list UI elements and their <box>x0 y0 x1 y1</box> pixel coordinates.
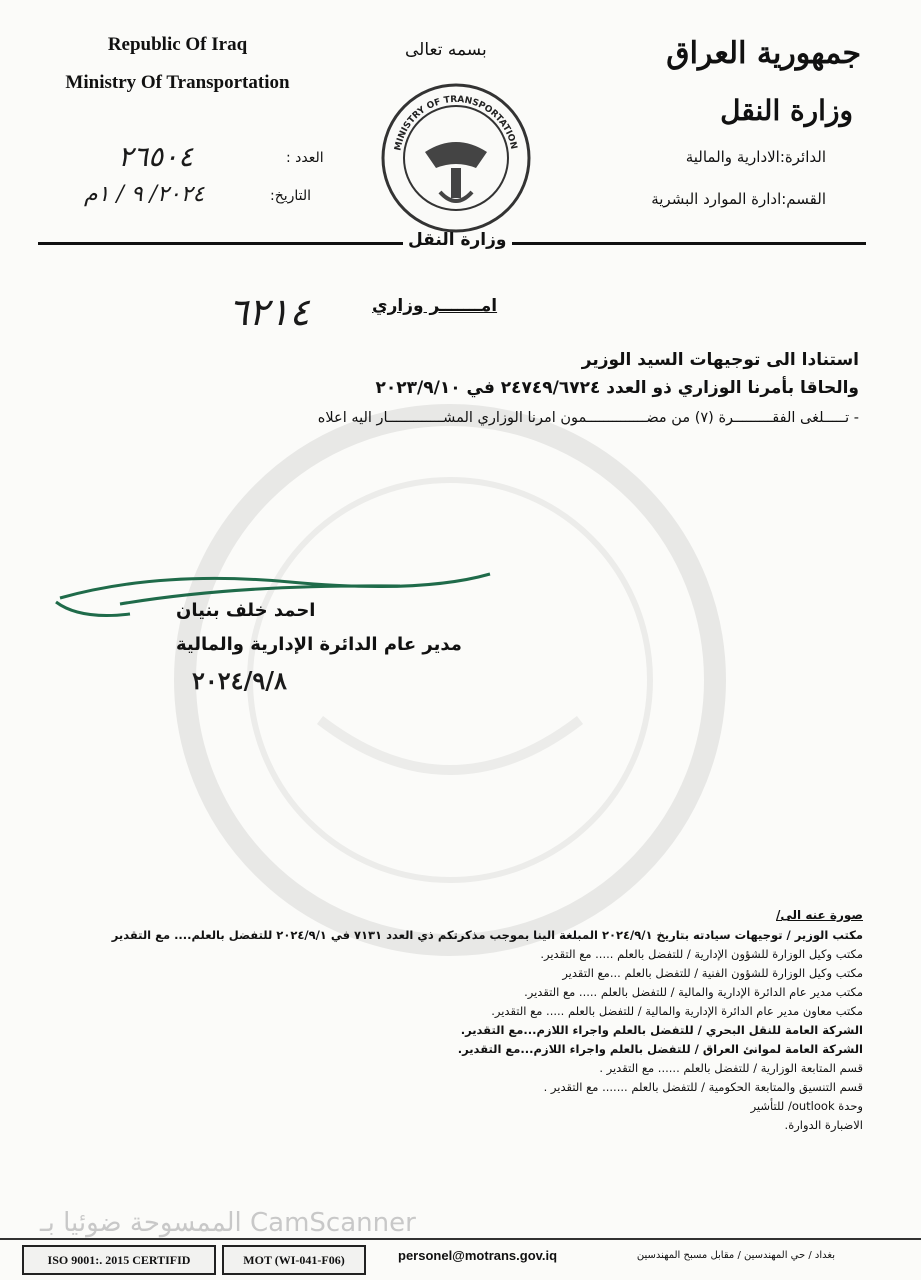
camscanner-watermark: CamScanner الممسوحة ضوئيا بـ <box>40 1208 416 1238</box>
signer-title: مدير عام الدائرة الإدارية والمالية <box>176 634 462 655</box>
copy-line: وحدة outlook/ للتأشير <box>750 1099 863 1113</box>
header-rule-right <box>512 242 866 245</box>
date-value: ٢٠٢٤/ ٩ / ١م <box>84 182 205 207</box>
copy-line: قسم المتابعة الوزارية / للتفضل بالعلم ...... مع التقدير . <box>599 1061 863 1075</box>
copy-line: مكتب الوزير / توجيهات سيادته بتاريخ ٢٠٢٤/٩/١ المبلغة الينا بموجب مذكرتكم ذي العدد ٧١٣١ في ٢٠٢٤/٩/١ للتفضل بالعلم.... مع التقدير <box>111 928 863 942</box>
order-title: امـــــــر وزاري <box>372 296 498 316</box>
copy-line: مكتب وكيل الوزارة للشؤون الفنية / للتفضل بالعلم ...مع التقدير <box>562 966 863 980</box>
signer-name: احمد خلف بنيان <box>176 600 316 621</box>
basmala: بسمه تعالى <box>405 40 487 60</box>
copy-line: الاضبارة الدوارة. <box>784 1118 863 1132</box>
copy-line: مكتب معاون مدير عام الدائرة الإدارية والمالية / للتفضل بالعلم ..... مع التقدير. <box>491 1004 863 1018</box>
ministry-title-en: Ministry Of Transportation <box>65 72 290 93</box>
order-line-2: والحاقا بأمرنا الوزاري ذو العدد ٢٤٧٤٩/٦٧٢٤ في ٢٠٢٣/٩/١٠ <box>375 378 859 398</box>
copies-list <box>63 926 863 1135</box>
order-handwritten-number: ٦٢١٤ <box>228 290 310 334</box>
mot-box: MOT (WI-041-F06) <box>222 1245 366 1275</box>
section: القسم:ادارة الموارد البشرية <box>651 190 826 208</box>
seal-label: وزارة النقل <box>408 230 507 250</box>
iso-box: ISO 9001:. 2015 CERTIFID <box>22 1245 216 1275</box>
republic-title-en: Republic Of Iraq <box>107 34 248 55</box>
ministry-title-ar: وزارة النقل <box>720 94 853 127</box>
copy-line: الشركة العامة لموانئ العراق / للتفضل بالعلم واجراء اللازم...مع التقدير. <box>457 1042 863 1056</box>
copy-line: مكتب وكيل الوزارة للشؤون الإدارية / للتفضل بالعلم ..... مع التقدير. <box>540 947 863 961</box>
ministry-seal <box>380 82 532 234</box>
footer-address: بغداد / حي المهندسين / مقابل مسبح المهندسين <box>636 1250 835 1261</box>
copy-line: الشركة العامة للنقل البحري / للتفضل بالعلم واجراء اللازم...مع التقدير. <box>460 1023 863 1037</box>
footer-rule <box>0 1238 921 1240</box>
department: الدائرة:الادارية والمالية <box>685 148 826 166</box>
number-value: ٢٦٥٠٤ <box>118 140 194 173</box>
signature-date: ٢٠٢٤/٩/٨ <box>192 666 287 695</box>
copies-heading: صورة عنه الى/ <box>776 908 863 922</box>
date-label: التاريخ: <box>270 188 312 204</box>
header-rule-left <box>38 242 403 245</box>
number-label: العدد : <box>286 150 324 166</box>
copy-line: مكتب مدير عام الدائرة الإدارية والمالية / للتفضل بالعلم ..... مع التقدير. <box>524 985 863 999</box>
order-line-3: - تـــــلغى الفقـــــــــرة (٧) من مضــــــــــــــمون امرنا الوزاري المشـــــــــــــار اليه اعلاه <box>317 410 859 426</box>
seal-text: MINISTRY OF TRANSPORTATION <box>393 94 519 152</box>
republic-title-ar: جمهورية العراق <box>666 36 861 71</box>
order-line-1: استنادا الى توجيهات السيد الوزير <box>581 350 859 370</box>
copy-line: قسم التنسيق والمتابعة الحكومية / للتفضل بالعلم ....... مع التقدير . <box>543 1080 863 1094</box>
footer-email: personel@motrans.gov.iq <box>398 1248 558 1263</box>
